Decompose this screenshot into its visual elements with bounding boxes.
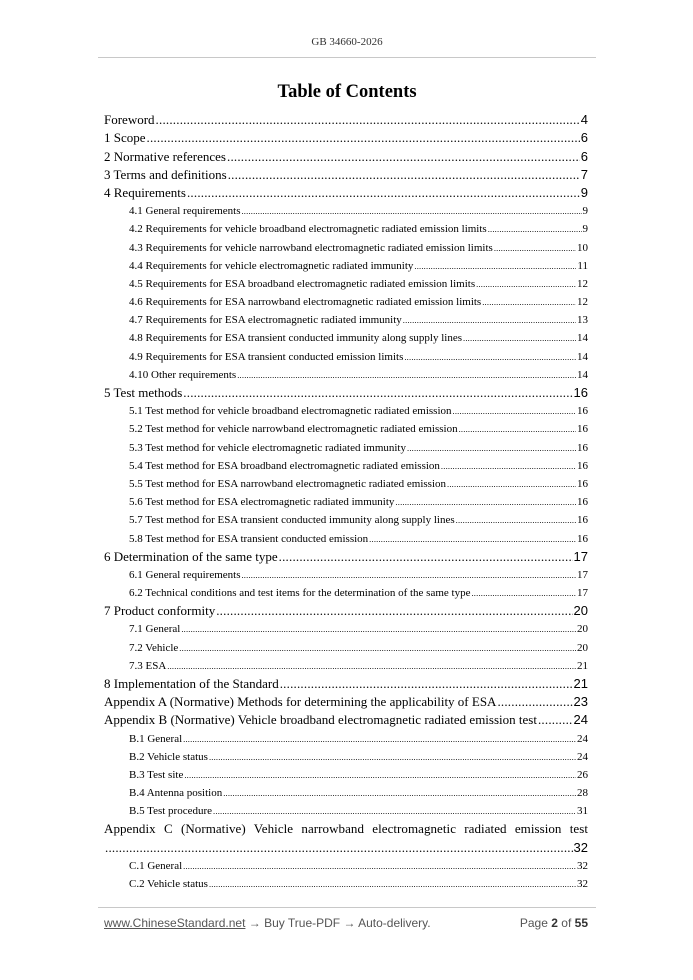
toc-entry-page: 24 (573, 712, 588, 728)
toc-dot-leader (241, 566, 576, 584)
toc-dot-leader (209, 748, 576, 766)
toc-entry-label: 6.1 General requirements (129, 568, 241, 581)
toc-entry-page: 11 (577, 259, 588, 272)
toc-entry-page: 6 (580, 148, 588, 164)
toc-dot-leader (183, 857, 576, 875)
of-word: of (561, 916, 572, 930)
toc-entry-page: 16 (577, 441, 588, 454)
toc-entry-label: 3 Terms and definitions (104, 166, 227, 182)
toc-dot-leader (183, 384, 572, 402)
toc-entry-subsection[interactable] (104, 275, 588, 293)
toc-entry-label: 7.2 Vehicle (129, 641, 179, 654)
toc-entry-page: 4 (580, 112, 588, 128)
toc-entry-page: 17 (573, 548, 588, 564)
toc-entry-subsection[interactable] (104, 475, 588, 493)
toc-entry-page: 9 (582, 223, 588, 236)
toc-entry-section[interactable] (104, 129, 588, 147)
toc-entry-page: 21 (573, 676, 588, 691)
toc-entry-label: 4.5 Requirements for ESA broadband electromagnetic radiated emission limits (129, 277, 476, 290)
toc-dot-leader (227, 148, 580, 166)
toc-entry-label: B.5 Test procedure (129, 805, 213, 818)
toc-entry-subsection[interactable] (104, 857, 588, 875)
toc-entry-page: 16 (577, 405, 588, 418)
toc-entry-subsection[interactable] (104, 748, 588, 766)
toc-entry-subsection[interactable] (104, 766, 588, 784)
toc-entry-subsection[interactable] (104, 566, 588, 584)
promo-text: → Buy True-PDF → Auto-delivery. (245, 916, 431, 930)
toc-entry-subsection[interactable] (104, 438, 588, 456)
toc-entry-label: B.2 Vehicle status (129, 750, 208, 763)
toc-entry-subsection[interactable] (104, 457, 588, 475)
toc-entry-page: 17 (577, 587, 588, 600)
toc-entry-subsection[interactable] (104, 875, 588, 893)
toc-dot-leader (184, 766, 576, 784)
toc-entry-label: B.4 Antenna position (129, 787, 223, 800)
toc-entry-label: 5.2 Test method for vehicle narrowband electromagnetic radiated emission (129, 423, 458, 436)
toc-entry-label: 4.2 Requirements for vehicle broadband electromagnetic radiated emission limits (129, 223, 487, 236)
toc-entry-subsection[interactable] (104, 402, 588, 420)
toc-entry-subsection[interactable] (104, 729, 588, 747)
toc-entry-label: 5.8 Test method for ESA transient conducted emission (129, 532, 369, 545)
toc-entry-section[interactable] (104, 111, 588, 129)
toc-entry-section[interactable] (104, 675, 588, 693)
toc-dot-leader (482, 293, 576, 311)
toc-entry-page: 13 (577, 314, 588, 327)
toc-entry-page: 16 (577, 423, 588, 436)
toc-entry-label: 8 Implementation of the Standard (104, 676, 279, 691)
toc-entry-label: 7 Product conformity (104, 603, 216, 619)
toc-dot-leader (456, 511, 576, 529)
footer-divider (98, 907, 596, 908)
toc-entry-page: 16 (577, 532, 588, 545)
toc-entry-label: C.1 General (129, 859, 183, 872)
toc-entry-label: 4.3 Requirements for vehicle narrowband electromagnetic radiated emission limits (129, 241, 493, 254)
toc-entry-subsection[interactable] (104, 329, 588, 347)
toc-entry-label: 5.3 Test method for vehicle electromagnetic radiated immunity (129, 441, 406, 454)
toc-entry-page: 32 (577, 878, 588, 891)
toc-entry-page: 16 (577, 514, 588, 527)
toc-entry-section[interactable] (104, 147, 588, 165)
toc-entry-section[interactable] (104, 820, 588, 856)
toc-entry-subsection[interactable] (104, 620, 588, 638)
toc-dot-leader (209, 875, 576, 893)
toc-dot-leader (414, 257, 576, 275)
toc-entry-page: 16 (573, 385, 588, 400)
toc-entry-label: 6 Determination of the same type (104, 548, 278, 564)
toc-entry-page: 20 (573, 603, 588, 619)
toc-entry-page: 28 (577, 787, 588, 800)
toc-entry-subsection[interactable] (104, 584, 588, 602)
toc-dot-leader (223, 784, 576, 802)
toc-dot-leader (279, 548, 573, 566)
toc-dot-leader (404, 348, 576, 366)
toc-entry-subsection[interactable] (104, 257, 588, 275)
toc-entry-section[interactable] (104, 693, 588, 711)
page-title: Table of Contents (277, 82, 417, 102)
toc-dot-leader (216, 602, 572, 620)
toc-entry-page: 20 (577, 641, 588, 654)
toc-dot-leader (181, 620, 576, 638)
toc-entry-page: 32 (573, 839, 588, 855)
toc-dot-leader (453, 402, 576, 420)
page-word: Page (519, 916, 548, 930)
toc-dot-leader (105, 839, 573, 857)
toc-entry-label: 5.1 Test method for vehicle broadband electromagnetic radiated emission (129, 405, 452, 418)
toc-entry-page: 12 (577, 296, 588, 309)
toc-entry-label: B.1 General (129, 732, 183, 745)
toc-dot-leader (147, 129, 580, 147)
toc-dot-leader (167, 657, 576, 675)
total-pages-number: 55 (574, 916, 588, 930)
toc-dot-leader (183, 730, 576, 748)
toc-entry-label: 5.5 Test method for ESA narrowband electromagnetic radiated emission (129, 477, 447, 490)
toc-entry-subsection[interactable] (104, 220, 588, 238)
toc-entry-page: 7 (580, 166, 588, 182)
site-link[interactable]: www.ChineseStandard.net (104, 916, 246, 930)
toc-entry-label: 5.7 Test method for ESA transient conducted immunity along supply lines (129, 514, 455, 527)
toc-entry-subsection[interactable] (104, 511, 588, 529)
toc-entry-label: Appendix A (Normative) Methods for determining the applicability of ESA (104, 694, 497, 710)
toc-entry-label: 1 Scope (104, 130, 146, 146)
toc-entry-page: 14 (577, 350, 588, 363)
document-id-header: GB 34660-2026 (311, 36, 383, 48)
toc-entry-page: 9 (580, 184, 588, 200)
toc-entry-page: 31 (577, 805, 588, 818)
toc-entry-label: 5.4 Test method for ESA broadband electromagnetic radiated emission (129, 459, 440, 472)
toc-entry-page: 14 (577, 332, 588, 345)
toc-entry-label: 6.2 Technical conditions and test items for the determination of the same type (129, 587, 471, 600)
toc-dot-leader (459, 420, 576, 438)
page-indicator (520, 916, 588, 930)
toc-entry-label: Appendix C (Normative) Vehicle narrowband electromagnetic radiated emission test (104, 821, 588, 837)
toc-entry-label: 4.8 Requirements for ESA transient conducted immunity along supply lines (129, 332, 463, 345)
toc-entry-section[interactable] (104, 711, 588, 729)
toc-entry-section[interactable] (104, 384, 588, 402)
toc-entry-label: 5 Test methods (104, 385, 183, 400)
toc-entry-label: 7.3 ESA (129, 659, 167, 672)
current-page-number: 2 (551, 916, 558, 930)
toc-entry-subsection[interactable] (104, 493, 588, 511)
toc-entry-section[interactable] (104, 548, 588, 566)
toc-dot-leader (447, 475, 576, 493)
toc-dot-leader (407, 439, 576, 457)
toc-entry-label: 4.10 Other requirements (129, 368, 237, 381)
toc-dot-leader (187, 184, 580, 202)
toc-dot-leader (156, 111, 580, 129)
toc-dot-leader (237, 366, 576, 384)
toc-entry-subsection[interactable] (104, 420, 588, 438)
toc-entry-label: 4.6 Requirements for ESA narrowband electromagnetic radiated emission limits (129, 296, 482, 309)
toc-dot-leader (441, 457, 576, 475)
toc-entry-label: Appendix B (Normative) Vehicle broadband electromagnetic radiated emission test (104, 712, 537, 728)
toc-entry-page: 26 (577, 768, 588, 781)
toc-dot-leader (241, 202, 581, 220)
toc-entry-subsection[interactable] (104, 638, 588, 656)
toc-entry-subsection[interactable] (104, 311, 588, 329)
toc-entry-label: C.2 Vehicle status (129, 878, 208, 891)
toc-entry-page: 24 (577, 732, 588, 745)
toc-entry-section[interactable] (104, 166, 588, 184)
toc-entry-label: B.3 Test site (129, 768, 184, 781)
toc-dot-leader (403, 311, 576, 329)
toc-entry-page: 16 (577, 496, 588, 509)
toc-entry-label: 7.1 General (129, 623, 181, 636)
toc-entry-page: 6 (580, 130, 588, 146)
toc-entry-page: 24 (577, 750, 588, 763)
toc-entry-section[interactable] (104, 184, 588, 202)
toc-dot-leader (497, 693, 572, 711)
toc-entry-page: 20 (577, 623, 588, 636)
toc-dot-leader (228, 166, 580, 184)
toc-dot-leader (476, 275, 576, 293)
toc-entry-subsection[interactable] (104, 784, 588, 802)
toc-dot-leader (488, 220, 582, 238)
toc-entry-subsection[interactable] (104, 347, 588, 365)
toc-entry-page: 21 (577, 659, 588, 672)
toc-dot-leader (463, 329, 576, 347)
toc-entry-label: Foreword (104, 112, 155, 128)
toc-entry-label: 4.1 General requirements (129, 205, 241, 218)
toc-entry-label: 5.6 Test method for ESA electromagnetic radiated immunity (129, 496, 395, 509)
toc-entry-label: 4.9 Requirements for ESA transient conducted emission limits (129, 350, 404, 363)
toc-entry-page: 17 (577, 568, 588, 581)
header-divider (98, 57, 596, 58)
toc-entry-page: 16 (577, 477, 588, 490)
toc-entry-label: 4.7 Requirements for ESA electromagnetic radiated immunity (129, 314, 402, 327)
toc-entry-label: 2 Normative references (104, 148, 226, 164)
toc-entry-subsection[interactable] (104, 802, 588, 820)
toc-entry-label: 4.4 Requirements for vehicle electromagnetic radiated immunity (129, 259, 414, 272)
toc-dot-leader (179, 639, 576, 657)
toc-entry-subsection[interactable] (104, 293, 588, 311)
toc-entry-page: 32 (577, 859, 588, 872)
page-footer (104, 916, 588, 930)
table-of-contents (104, 111, 588, 893)
toc-entry-subsection[interactable] (104, 202, 588, 220)
toc-entry-section[interactable] (104, 602, 588, 620)
toc-entry-subsection[interactable] (104, 529, 588, 547)
toc-dot-leader (213, 802, 576, 820)
toc-dot-leader (280, 675, 573, 693)
toc-dot-leader (494, 239, 576, 257)
footer-promo (104, 916, 431, 930)
toc-entry-subsection[interactable] (104, 657, 588, 675)
toc-entry-page: 9 (582, 205, 588, 218)
toc-entry-page: 16 (577, 459, 588, 472)
toc-entry-label: 4 Requirements (104, 184, 186, 200)
toc-entry-subsection[interactable] (104, 238, 588, 256)
toc-entry-page: 14 (577, 368, 588, 381)
toc-dot-leader (369, 530, 576, 548)
toc-dot-leader (471, 584, 576, 602)
toc-entry-page: 10 (577, 241, 588, 254)
toc-entry-page: 23 (573, 694, 588, 710)
toc-dot-leader (395, 493, 576, 511)
toc-entry-subsection[interactable] (104, 366, 588, 384)
toc-dot-leader (538, 711, 573, 729)
toc-entry-page: 12 (577, 277, 588, 290)
